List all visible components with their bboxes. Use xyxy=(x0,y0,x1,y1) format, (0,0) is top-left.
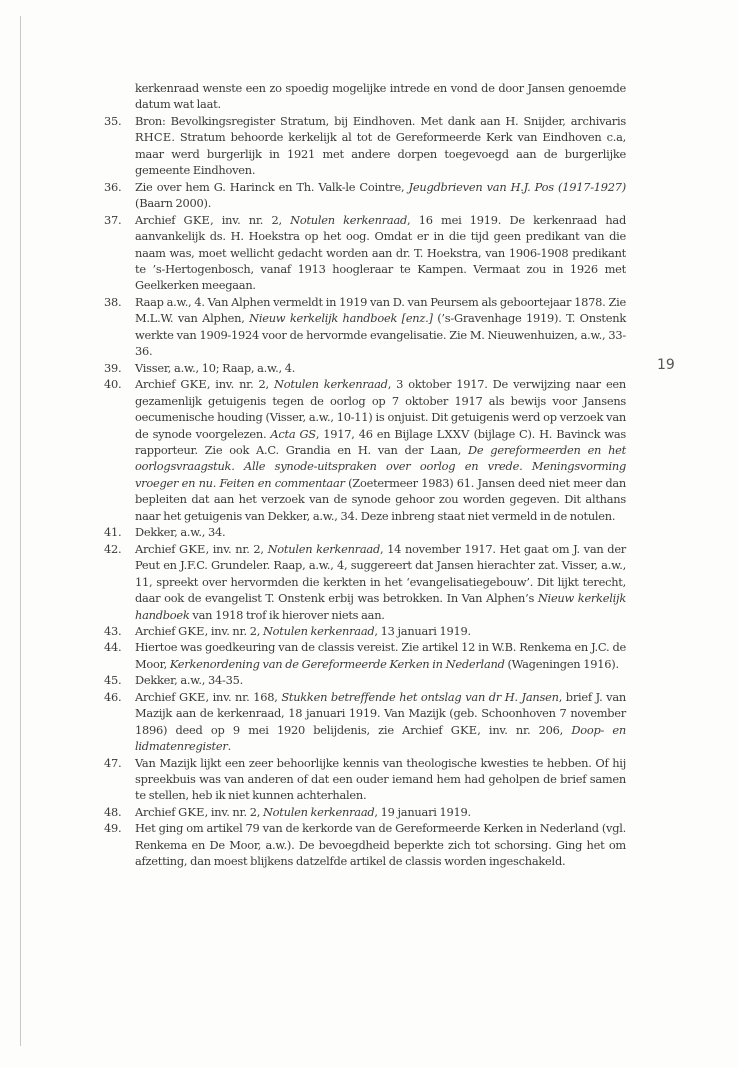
footnote-number: 44. xyxy=(104,640,122,655)
footnote-text: , 14 november 1917. Het gaat om J. van der Peut en J.F.C. Grundeler. Raap, a.w., 4, suggereert dat Jansen hierachter zat. Visser, a.w., 11, spreekt over hervormden die kerkten in het ‘evangelisatiegebouw’. Dit lijkt terecht, daar ook de evangelist T. Onstenk erbij was betrokken. In Van Alphen’s xyxy=(135,541,627,606)
footnote-number: 47. xyxy=(104,755,122,770)
footnote xyxy=(104,294,626,360)
footnote-text: Archief xyxy=(135,623,179,638)
footnote-abbreviation: GKE xyxy=(179,541,206,556)
footnote-text: (Baarn 2000). xyxy=(135,196,212,211)
footnote-title-italic: Notulen kerkenraad xyxy=(274,377,388,392)
footnote xyxy=(104,672,626,688)
footnote-abbreviation: GKE xyxy=(180,377,207,392)
footnote-text: Van Mazijk lijkt een zeer behoorlijke kennis van theologische kwesties te hebben. Of hij spreekbuis was van anderen of dat een ouder iemand hem had geholpen de brief samen te stellen, heb ik niet kunnen achterhalen. xyxy=(135,755,626,803)
footnote-number: 37. xyxy=(104,212,122,227)
footnote-text: Archief xyxy=(135,689,179,704)
footnote-list xyxy=(104,113,626,870)
footnotes-block xyxy=(104,80,626,870)
footnote-title-italic: Kerkenordening van de Gereformeerde Kerken in Nederland xyxy=(169,656,505,671)
footnote-text: , 3 oktober 1917. De verwijzing naar een gezamenlijk getuigenis tegen de oorlog op 7 oktober 1917 als bewijs voor Jansens oecumenische houding (Visser, a.w., 10-11) is onjuist. Dit getuigenis werd op verzoek van de synode voorgelezen. xyxy=(135,377,627,441)
footnote-text: , brief J. van Mazijk aan de kerkenraad, 18 januari 1919. Van Mazijk (geb. Schoonhoven 7 november 1896) deed op 9 mei 1920 belijdenis, zie Archief xyxy=(135,689,626,737)
footnote xyxy=(104,524,626,540)
footnote-text: (Zoetermeer 1983) 61. Jansen deed niet meer dan bepleiten dat aan het verzoek van de synode gehoor zou worden gegeven. Dit althans naar het getuigenis van Dekker, a.w., 34. Deze inbreng staat niet vermeld in de notulen. xyxy=(135,475,626,523)
footnote-text: , 1917, 46 en Bijlage xyxy=(315,426,437,441)
footnote-abbreviation: GKE xyxy=(450,722,478,737)
footnote xyxy=(104,820,626,869)
footnote-abbreviation: RHCE xyxy=(135,130,172,145)
footnote-text: Het ging om artikel 79 van de kerkorde van de Gereformeerde Kerken in Nederland (vgl. Renkema en De Moor, a.w.). De bevoegdheid beperkte zich tot schorsing. Ging het om afzetting, dan moest blijkens datzelfde artikel de classis worden ingeschakeld. xyxy=(135,821,626,869)
footnote-text: , inv. nr. 206, xyxy=(477,722,572,737)
footnote xyxy=(104,755,626,804)
footnote-number: 43. xyxy=(104,623,122,638)
footnote-number: 38. xyxy=(104,294,122,309)
footnote-text: Archief xyxy=(135,212,184,227)
footnote-title-italic: Notulen kerkenraad xyxy=(262,623,375,638)
footnote-text: (Wageningen 1916). xyxy=(504,656,619,671)
footnote-number: 35. xyxy=(104,113,122,128)
footnote-text: Dekker, a.w., 34. xyxy=(135,525,226,540)
footnote xyxy=(104,623,626,639)
footnote-text: , 19 januari 1919. xyxy=(374,804,471,819)
footnote-text: (’s-Gravenhage 1919). T. Onstenk werkte van 1909-1924 voor de hervormde evangelisatie. Zie M. Nieuwenhuizen, a.w., 33-36. xyxy=(135,311,626,359)
footnote-abbreviation: GKE xyxy=(178,689,206,704)
footnote-text: , inv. nr. 2, xyxy=(206,377,274,392)
footnote-title-italic: Nieuw kerkelijk handboek [enz.] xyxy=(249,311,433,326)
footnote-text: . xyxy=(227,739,231,754)
footnote-text: , 13 januari 1919. xyxy=(374,623,471,638)
footnote-text: , inv. nr. 168, xyxy=(205,689,282,704)
footnote xyxy=(104,804,626,820)
footnote-title-italic: De gereformeerden en het oorlogsvraagstuk. Alle synode-uitspraken over oorlog en vrede. Meningsvorming vroeger en nu. Feiten en commentaar xyxy=(135,442,626,490)
footnote-title-italic: Jeugdbrieven van H.J. Pos (1917-1927) xyxy=(408,179,626,194)
footnote-abbreviation: GKE xyxy=(178,804,205,819)
footnote xyxy=(104,212,626,294)
footnote-text: Archief xyxy=(135,804,179,819)
footnote-text: , inv. nr. 2, xyxy=(204,804,263,819)
footnote-number: 39. xyxy=(104,360,122,375)
footnote-text: Archief xyxy=(135,541,180,556)
footnote-abbreviation: GKE xyxy=(178,623,205,638)
footnote-abbreviation: LXXV xyxy=(436,426,470,441)
footnote-text: Zie over hem G. Harinck en Th. Valk-le Cointre, xyxy=(135,179,409,194)
footnote xyxy=(104,689,626,755)
footnote xyxy=(104,639,626,672)
footnote-text: Visser, a.w., 10; Raap, a.w., 4. xyxy=(135,360,296,375)
footnote-text: Raap a.w., 4. Van Alphen vermeldt in 1919 van D. van Peursem als geboortejaar 1878. Zie M.L.W. van Alphen, xyxy=(135,294,626,326)
footnote-text: , inv. nr. 2, xyxy=(205,541,268,556)
footnote-text: (bijlage C). H. Bavinck was rapporteur. Zie ook A.C. Grandia en H. van der Laan, xyxy=(135,426,626,457)
footnote xyxy=(104,376,626,524)
footnote-title-italic: Doop- en lidmatenregister xyxy=(135,722,626,754)
footnote xyxy=(104,113,626,179)
footnote xyxy=(104,541,626,623)
footnote-text: , inv. nr. 2, xyxy=(210,212,291,227)
footnote-number: 48. xyxy=(104,804,122,819)
footnote-text: Bron: Bevolkingsregister Stratum, bij Eindhoven. Met dank aan H. Snijder, archivaris xyxy=(135,113,626,128)
footnote-number: 36. xyxy=(104,179,122,194)
footnote-number: 45. xyxy=(104,673,122,688)
footnote-title-italic: Notulen kerkenraad xyxy=(262,804,375,819)
footnote-number: 42. xyxy=(104,541,122,556)
footnote-abbreviation: GKE xyxy=(183,212,211,227)
footnote-number: 41. xyxy=(104,525,122,540)
footnote-text: , 16 mei 1919. De kerkenraad had aanvankelijk ds. H. Hoekstra op het oog. Omdat er in die tijd geen predikant van die naam was, moet wellicht gedacht worden aan dr. T. Hoekstra, van 1906-1908 predikant te ’s-Hertogenbosch, vanaf 1913 hoogleraar te Kampen. Vermaat zou in 1926 met Geelkerken meegaan. xyxy=(135,212,626,293)
footnote-title-italic: Notulen kerkenraad xyxy=(267,541,380,556)
footnote-text: van 1918 trof ik hierover niets aan. xyxy=(189,607,385,622)
footnote-text: Archief xyxy=(135,377,181,392)
footnote-number: 46. xyxy=(104,689,122,704)
footnote-title-italic: Nieuw kerkelijk handboek xyxy=(135,591,626,622)
footnote-title-italic: Acta GS xyxy=(270,426,316,441)
continued-note-text: kerkenraad wenste een zo spoedig mogelijke intrede en vond de door Jansen genoemde datum wat laat. xyxy=(135,81,626,112)
footnote-title-italic: Notulen kerkenraad xyxy=(290,212,408,227)
footnote-number: 49. xyxy=(104,821,122,836)
footnote-title-italic: Stukken betreffende het ontslag van dr H. Jansen xyxy=(281,689,559,704)
footnote-text: . Stratum behoorde kerkelijk al tot de Gereformeerde Kerk van Eindhoven c.a, maar werd burgerlijk in 1921 met andere dorpen toegevoegd aan de burgerlijke gemeente Eindhoven. xyxy=(135,130,626,178)
footnote-text: , inv. nr. 2, xyxy=(204,623,263,638)
footnote xyxy=(104,360,626,376)
footnote-text: Dekker, a.w., 34-35. xyxy=(135,673,243,688)
footnote-text: Hiertoe was goedkeuring van de classis vereist. Zie artikel 12 in W.B. Renkema en J.C. de Moor, xyxy=(135,640,626,671)
footnote xyxy=(104,179,626,212)
page-gutter-line xyxy=(20,16,21,1046)
footnote-number: 40. xyxy=(104,377,122,392)
page-number: 19 xyxy=(657,357,675,373)
